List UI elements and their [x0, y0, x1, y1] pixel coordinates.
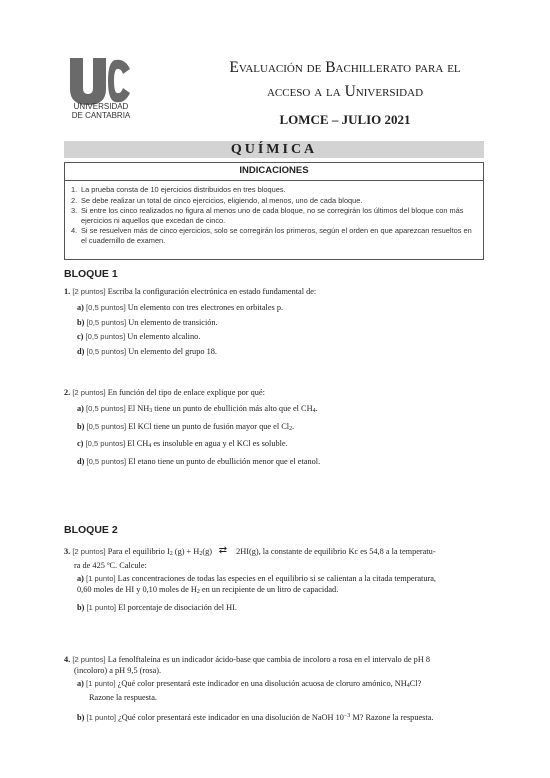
- logo-caption-line1: UNIVERSIDAD: [73, 102, 129, 111]
- question-3: 3. [2 puntos] Para el equilibrio I2 (g) + H2(g) ⇄ 2HI(g), la constante de equilibrio Kc es 54,8 a la temperatu- ra de 425 ºC. Calcule: a) [1 punto] Las concentraciones de todas las especies en el equilibrio si se calientan a la citada temperatura, 0,60 moles de HI y 0,10 moles de H2 en un recipiente de un litro de capacidad. b) [1 punto] El porcentaje de disociación del HI.: [64, 546, 488, 613]
- indications-box: [64, 162, 484, 260]
- logo-caption-line2: DE CANTABRIA: [71, 111, 131, 120]
- equilibrium-arrow-icon: ⇄: [218, 545, 228, 556]
- question-4-part: a) [1 punto] ¿Qué color presentará este indicador en una disolución acuosa de cloruro amónico, NH4Cl?: [77, 679, 422, 689]
- indication-item: 3. Si entre los cinco realizados no figura al menos uno de cada bloque, no se corregirán los últimos del bloque con más ejercicios ni aquellos que excedan de cinco.: [71, 206, 464, 225]
- question-2-part: b) [0,5 puntos] El KCl tiene un punto de fusión mayor que el Cl2.: [77, 421, 295, 432]
- question-2: 2. [2 puntos] En función del tipo de enlace explique por qué: a) [0,5 puntos] El NH3 tiene un punto de ebullición más alto que el CH4. b) [0,5 puntos] El KCl tiene un punto de fusión mayor que el Cl2. c) [0,5 puntos] El CH4 es insoluble en agua y el KCl es soluble. d) [0,5 puntos] El etano tiene un punto de ebullición menor que el etanol.: [64, 387, 484, 470]
- block-1-heading: BLOQUE 1: [64, 268, 118, 280]
- indications-title: INDICACIONES: [239, 165, 309, 176]
- block-2-heading: BLOQUE 2: [64, 524, 118, 536]
- question-1-part: d) [0,5 puntos] Un elemento del grupo 18.: [77, 346, 217, 356]
- question-2-part: c) [0,5 puntos] El CH4 es insoluble en agua y el KCl es soluble.: [77, 439, 288, 449]
- indications-list: [71, 185, 477, 247]
- indication-item: 2. Se debe realizar un total de cinco ejercicios, eligiendo, al menos, uno de cada bloque.: [71, 195, 363, 205]
- question-1: 1. [2 puntos] Escriba la configuración electrónica en estado fundamental de: a) [0,5 puntos] Un elemento con tres electrones en orbitales p. b) [0,5 puntos] Un elemento de transición. c) [0,5 puntos] Un elemento alcalino. d) [0,5 puntos] Un elemento del grupo 18.: [64, 286, 484, 360]
- exam-session: LOMCE – JULIO 2021: [279, 112, 411, 127]
- uc-logo-icon: [68, 56, 132, 106]
- question-1-part: b) [0,5 puntos] Un elemento de transición.: [77, 317, 218, 327]
- question-1-part: a) [0,5 puntos] Un elemento con tres electrones en orbitales p.: [77, 303, 284, 312]
- question-3-part: b) [1 punto] El porcentaje de disociación del HI.: [77, 602, 237, 612]
- question-1-part: c) [0,5 puntos] Un elemento alcalino.: [77, 332, 201, 341]
- question-2-part: a) [0,5 puntos] El NH3 tiene un punto de ebullición más alto que el CH4.: [77, 404, 318, 414]
- university-logo: [68, 56, 132, 106]
- question-4: 4. [2 puntos] La fenolftaleína es un indicador ácido-base que cambia de incoloro a rosa en el intervalo de pH 8 (incoloro) a pH 9,5 (rosa). a) [1 punto] ¿Qué color presentará este indicador en una disolución acuosa de cloruro amónico, NH4Cl? Razone la respuesta. b) [1 punto] ¿Qué color presentará este indicador en una disolución de NaOH $10^{-3}$ M? Razone la respuesta.: [64, 654, 488, 723]
- exam-title-line1: Evaluación de Bachillerato para el: [229, 59, 461, 76]
- subject-title: QUÍMICA: [230, 142, 318, 157]
- question-2-part: d) [0,5 puntos] El etano tiene un punto de ebullición menor que el etanol.: [77, 456, 321, 466]
- indication-item: 4. Si se resuelven más de cinco ejercicios, solo se corregirán los primeros, según el orden en que aparezcan resueltos en el cuadernillo de examen.: [71, 226, 472, 245]
- question-3-part: a) [1 punto] Las concentraciones de todas las especies en el equilibrio si se calientan a la citada temperatura,: [77, 574, 437, 583]
- logo-caption: [60, 102, 142, 120]
- indications-divider: [65, 180, 483, 181]
- question-4-part: b) [1 punto] ¿Qué color presentará este indicador en una disolución de NaOH $10^{-3}$ M? Razone la respuesta.: [77, 713, 434, 722]
- indication-item: 1. La prueba consta de 10 ejercicios distribuidos en tres bloques.: [71, 185, 286, 194]
- exam-title: [195, 56, 495, 104]
- exam-title-line2: acceso a la Universidad: [266, 83, 424, 100]
